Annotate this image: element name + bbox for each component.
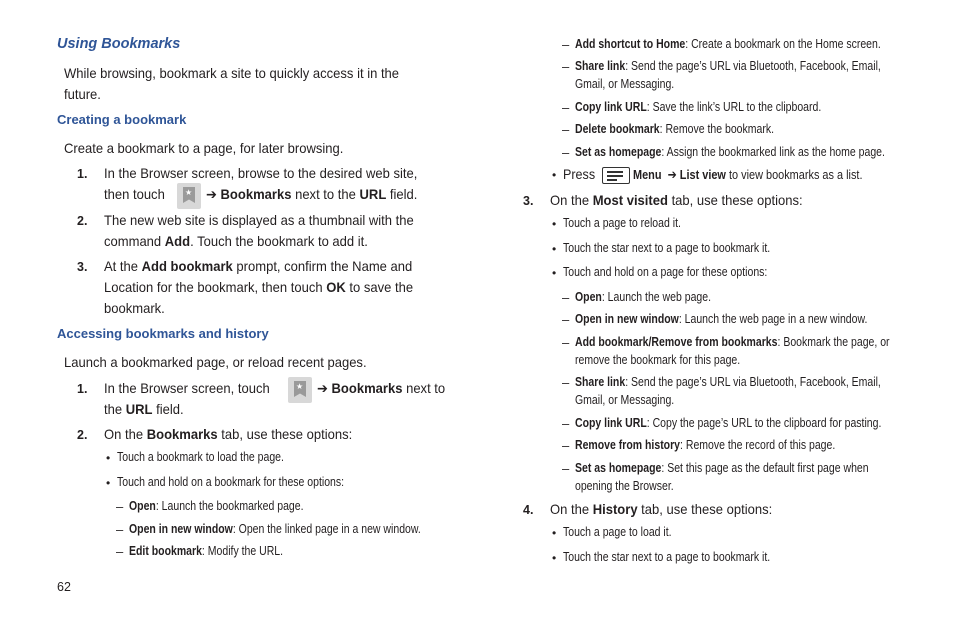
step-text-part: field.: [386, 186, 418, 202]
option-text: [575, 461, 869, 475]
bullet-icon: •: [552, 168, 557, 182]
bullet-icon: •: [106, 476, 111, 490]
section-heading-using-bookmarks: Using Bookmarks: [57, 36, 181, 52]
option-desc: : Set this page as the default first page when: [661, 461, 869, 475]
bullet-text: Touch a page to reload it.: [563, 216, 681, 230]
option-text: [575, 312, 867, 326]
option-desc: : Send the page’s URL via Bluetooth, Facebook, Email,: [625, 59, 881, 73]
step-text: [104, 258, 412, 274]
option-name: Open: [129, 499, 156, 513]
page-number: 62: [57, 580, 71, 594]
option-text: [575, 375, 881, 389]
bullet-text: Touch the star next to a page to bookmark it.: [563, 241, 771, 255]
bullet-text: Touch the star next to a page to bookmark it.: [563, 550, 771, 564]
option-text: Gmail, or Messaging.: [575, 393, 675, 407]
option-text: [633, 167, 862, 183]
dash-icon: –: [562, 312, 570, 327]
option-text: Gmail, or Messaging.: [575, 77, 675, 91]
dash-icon: –: [562, 59, 570, 74]
arrow-icon: ➔: [667, 168, 677, 183]
most-visited-tab-label: Most visited: [592, 192, 668, 208]
option-name: Set as homepage: [575, 461, 662, 475]
step-text-part: the: [104, 401, 126, 417]
step-text: [104, 426, 352, 442]
menu-label: Menu: [633, 167, 662, 182]
step-number: 1.: [77, 167, 88, 181]
step-text: [104, 401, 184, 417]
option-desc: : Assign the bookmarked link as the home page.: [661, 145, 885, 159]
ok-label: OK: [326, 279, 346, 295]
option-text: [129, 522, 421, 536]
step-text: In the Browser screen, browse to the desired web site,: [104, 165, 418, 181]
dash-icon: –: [562, 461, 570, 476]
option-desc: to view bookmarks as a list.: [725, 167, 863, 182]
option-name: Open in new window: [129, 522, 233, 536]
option-text: [575, 438, 835, 452]
subheading-accessing-bookmarks: Accessing bookmarks and history: [57, 326, 269, 341]
bullet-icon: •: [552, 217, 557, 231]
option-name: Set as homepage: [575, 145, 662, 159]
step-text: [104, 279, 413, 295]
bullet-text: Touch a page to load it.: [563, 525, 672, 539]
step-text-part: prompt, confirm the Name and: [232, 258, 413, 274]
option-text: [575, 100, 821, 114]
option-desc: : Launch the web page in a new window.: [678, 312, 868, 326]
option-text: [129, 499, 304, 513]
list-view-label: List view: [679, 167, 726, 182]
add-label: Add: [164, 233, 191, 249]
option-name: Share link: [575, 59, 626, 73]
step-text: then touch: [104, 186, 165, 202]
dash-icon: –: [562, 335, 570, 350]
option-desc: : Remove the bookmark.: [659, 122, 775, 136]
option-text: [575, 145, 885, 159]
step-text-part: On the: [104, 426, 147, 442]
option-desc: : Save the link’s URL to the clipboard.: [646, 100, 822, 114]
intro-line-1: While browsing, bookmark a site to quickly access it in the: [64, 65, 400, 81]
option-desc: : Modify the URL.: [201, 544, 284, 558]
bullet-icon: •: [552, 266, 557, 280]
arrow-icon: ➔: [317, 381, 328, 397]
dash-icon: –: [562, 37, 570, 52]
option-name: Add bookmark/Remove from bookmarks: [575, 335, 778, 349]
bullet-icon: •: [552, 242, 557, 256]
bullet-icon: •: [552, 551, 557, 565]
step-text-part: field.: [152, 401, 184, 417]
url-label: URL: [125, 401, 153, 417]
step-text: [206, 186, 417, 203]
option-name: Copy link URL: [575, 100, 647, 114]
bookmarks-tab-label: Bookmarks: [146, 426, 218, 442]
step-text: [317, 380, 445, 397]
bookmarks-label: Bookmarks: [331, 380, 403, 396]
step-number: 3.: [77, 260, 88, 274]
menu-icon: [602, 167, 630, 184]
dash-icon: –: [562, 145, 570, 160]
step-text: [550, 192, 803, 208]
dash-icon: –: [116, 522, 124, 537]
dash-icon: –: [562, 438, 570, 453]
option-text: [129, 544, 283, 558]
step-text: [550, 501, 772, 517]
step-text: [104, 233, 368, 249]
option-name: Open in new window: [575, 312, 679, 326]
bullet-icon: •: [552, 526, 557, 540]
step-text-part: tab, use these options:: [667, 192, 803, 208]
option-name: Open: [575, 290, 602, 304]
option-text: opening the Browser.: [575, 479, 674, 493]
bullet-text: Touch a bookmark to load the page.: [117, 450, 284, 464]
dash-icon: –: [116, 544, 124, 559]
step-text-part: tab, use these options:: [637, 501, 773, 517]
option-text: [575, 122, 774, 136]
bookmarks-label: Bookmarks: [220, 186, 292, 202]
create-intro: Create a bookmark to a page, for later browsing.: [64, 140, 344, 156]
dash-icon: –: [562, 375, 570, 390]
access-intro: Launch a bookmarked page, or reload recent pages.: [64, 354, 367, 370]
add-bookmark-label: Add bookmark: [141, 258, 233, 274]
option-name: Add shortcut to Home: [575, 37, 686, 51]
step-text-part: On the: [550, 192, 593, 208]
option-text: [575, 416, 881, 430]
option-text: remove the bookmark for this page.: [575, 353, 741, 367]
step-text: The new web site is displayed as a thumbnail with the: [104, 212, 414, 228]
press-text: Press: [563, 167, 596, 182]
url-label: URL: [359, 186, 387, 202]
option-desc: : Bookmark the page, or: [777, 335, 890, 349]
step-text: In the Browser screen, touch: [104, 380, 270, 396]
dash-icon: –: [562, 416, 570, 431]
step-text-part: . Touch the bookmark to add it.: [190, 233, 368, 249]
step-number: 2.: [77, 214, 88, 228]
option-text: [575, 59, 881, 73]
option-desc: : Open the linked page in a new window.: [232, 522, 421, 536]
option-desc: : Launch the bookmarked page.: [155, 499, 304, 513]
option-name: Edit bookmark: [129, 544, 202, 558]
bookmark-icon: ★: [177, 183, 201, 209]
option-name: Copy link URL: [575, 416, 647, 430]
step-text-part: On the: [550, 501, 593, 517]
bullet-text: Touch and hold on a bookmark for these options:: [117, 475, 345, 489]
option-name: Share link: [575, 375, 626, 389]
bookmark-icon: ★: [288, 377, 312, 403]
step-text-part: command: [104, 233, 165, 249]
step-number: 1.: [77, 382, 88, 396]
step-text-part: tab, use these options:: [217, 426, 353, 442]
step-number: 3.: [523, 194, 534, 208]
step-text-part: Location for the bookmark, then touch: [104, 279, 327, 295]
option-desc: : Remove the record of this page.: [680, 438, 836, 452]
step-text: bookmark.: [104, 300, 165, 316]
intro-line-2: future.: [64, 86, 101, 102]
bullet-text: Touch and hold on a page for these options:: [563, 265, 768, 279]
dash-icon: –: [116, 499, 124, 514]
option-name: Delete bookmark: [575, 122, 660, 136]
step-number: 2.: [77, 428, 88, 442]
option-desc: : Copy the page’s URL to the clipboard for pasting.: [646, 416, 882, 430]
bullet-icon: •: [106, 451, 111, 465]
dash-icon: –: [562, 122, 570, 137]
option-desc: : Send the page’s URL via Bluetooth, Facebook, Email,: [625, 375, 881, 389]
arrow-icon: ➔: [206, 187, 217, 203]
step-text-part: At the: [104, 258, 142, 274]
dash-icon: –: [562, 100, 570, 115]
step-number: 4.: [523, 503, 534, 517]
option-name: Remove from history: [575, 438, 681, 452]
subheading-creating-bookmark: Creating a bookmark: [57, 112, 187, 127]
option-text: [575, 37, 881, 51]
history-tab-label: History: [592, 501, 638, 517]
option-text: [575, 290, 711, 304]
option-text: [575, 335, 890, 349]
option-desc: : Launch the web page.: [601, 290, 712, 304]
option-desc: : Create a bookmark on the Home screen.: [685, 37, 881, 51]
step-text-part: next to the: [291, 186, 360, 202]
step-text-part: to save the: [345, 279, 414, 295]
step-text-part: next to: [402, 380, 446, 396]
dash-icon: –: [562, 290, 570, 305]
